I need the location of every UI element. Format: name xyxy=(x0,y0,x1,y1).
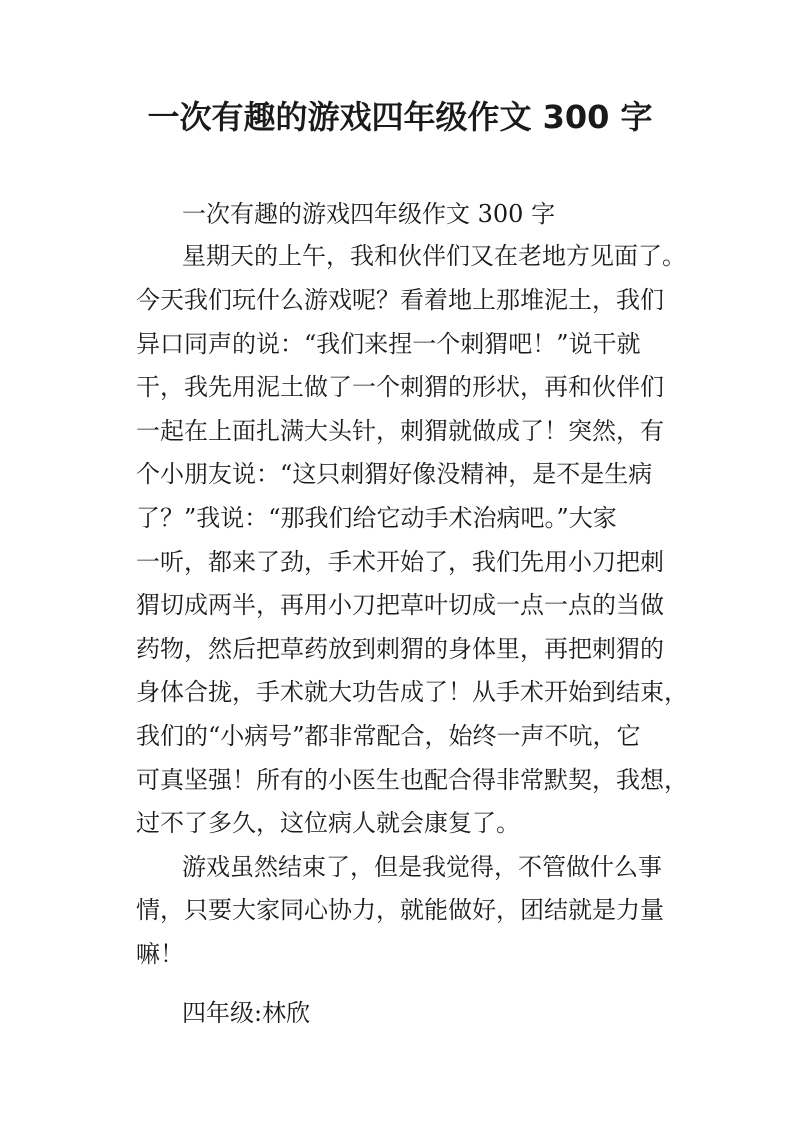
paragraph-line: 情，只要大家同心协力，就能做好，团结就是力量 xyxy=(136,896,664,924)
paragraph-line: 异口同声的说：“我们来捏一个刺猬吧！”说干就 xyxy=(136,330,641,358)
paragraph-line: 身体合拢，手术就大功告成了！从手术开始到结束， xyxy=(136,678,688,706)
paragraph-line: 过不了多久，这位病人就会康复了。 xyxy=(136,809,520,837)
paragraph-line: 猬切成两半，再用小刀把草叶切成一点一点的当做 xyxy=(136,591,664,619)
paragraph-line: 一听，都来了劲，手术开始了，我们先用小刀把刺 xyxy=(136,548,664,576)
paragraph-line: 游戏虽然结束了，但是我觉得，不管做什么事 xyxy=(182,853,662,881)
paragraph-line: 干，我先用泥土做了一个刺猬的形状，再和伙伴们 xyxy=(136,373,664,401)
document-title: 一次有趣的游戏四年级作文 300 字 xyxy=(147,98,653,136)
paragraph-line: 可真坚强！所有的小医生也配合得非常默契，我想， xyxy=(136,766,688,794)
paragraph-line: 一起在上面扎满大头针，刺猬就做成了！突然，有 xyxy=(136,417,664,445)
author-signature: 四年级:林欣 xyxy=(182,999,311,1027)
paragraph-line: 药物，然后把草药放到刺猬的身体里，再把刺猬的 xyxy=(136,635,664,663)
paragraph-line: 我们的“小病号”都非常配合，始终一声不吭，它 xyxy=(136,722,641,750)
document-subtitle: 一次有趣的游戏四年级作文 300 字 xyxy=(182,200,556,228)
paragraph-line: 了？”我说：“那我们给它动手术治病吧。”大家 xyxy=(136,504,617,532)
paragraph-line: 嘛！ xyxy=(136,940,184,968)
paragraph-line: 今天我们玩什么游戏呢？看着地上那堆泥土，我们 xyxy=(136,286,664,314)
paragraph-line: 个小朋友说：“这只刺猬好像没精神，是不是生病 xyxy=(136,460,653,488)
paragraph-line: 星期天的上午，我和伙伴们又在老地方见面了。 xyxy=(182,242,686,270)
